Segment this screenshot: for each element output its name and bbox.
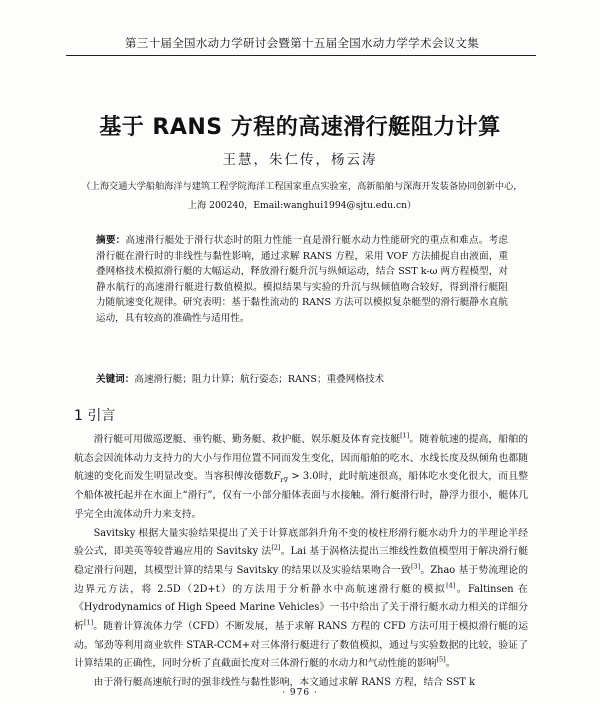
- keywords: [96, 371, 508, 385]
- abstract-text: 高速滑行艇处于滑行状态时的阻力性能一直是滑行艇水动力性能研究的重点和难点。考虑滑行艇在滑行时的非线性与黏性影响，通过求解 RANS 方程，采用 VOF 方法捕捉自由液面，重叠网格技术模拟滑行艇的大幅运动，释放滑行艇升沉与纵倾运动，结合 SST k-ω 两方程模型，对静水航行的高速滑行艇进行数值模拟。模拟结果与实验的升沉与纵倾值吻合较好，得到滑行艇阻力随航速变化规律。研究表明：基于黏性流动的 RANS 方法可以模拟复杂艇型的滑行艇静水直航运动，具有较高的准确性与适用性。: [96, 235, 509, 324]
- citation: [1]: [400, 431, 410, 440]
- affiliation-line-1: （上海交通大学船舶海洋与建筑工程学院海洋工程国家重点实验室，高新船舶与深海开发装备协同创新中心，: [81, 181, 523, 192]
- affiliation-line-2: 上海 200240，Email:wanghui1994@sjtu.edu.cn）: [187, 200, 417, 211]
- text-run: 。Lai 基于涡格法提出三维线性数值模型用于解决滑行艇稳定滑行问题，其模型计算的结果与 Savitsky 的结果以及实验结果吻合一致: [74, 546, 529, 576]
- keywords-text: 高速滑行艇；阻力计算；航行姿态；RANS；重叠网格技术: [134, 374, 385, 385]
- abstract: [96, 233, 508, 326]
- froude-subscript: r∇: [280, 476, 289, 485]
- paragraph-2: [74, 525, 528, 675]
- text-run: Savitsky 根据大量实验结果提出了关于计算底部斜升角不变的棱柱形滑行艇水动升力的半理论半经验公式，即美英等较普遍应用的 Savitsky 法: [74, 527, 528, 558]
- text-run: 。Zhao 基于势流理论的边界元方法，将 2.5D（2D+t）的方法用于分析静水中高航速滑行艇的模拟: [74, 564, 528, 595]
- section-heading-introduction: 1 引言: [74, 408, 116, 424]
- abstract-label: 摘要：: [96, 235, 126, 246]
- text-run: 由于滑行艇高速航行时的强非线性与黏性影响，本文通过求解 RANS 方程，结合 SST k: [93, 677, 476, 689]
- body-text: [74, 431, 528, 693]
- citation: [2]: [271, 543, 281, 552]
- text-run: > 3.0时，此时航速很高，船体吃水变化很大，而且整个船体被托起并在水面上“滑行”，仅有一小部分船体表面与水接触。滑行艇滑行时，静浮力很小，艇体几乎完全由流体动升力来支持。: [74, 471, 528, 520]
- paper-authors: 王慧，朱仁传，杨云涛: [222, 152, 378, 168]
- page-number: · 976 ·: [282, 688, 318, 698]
- text-run: 滑行艇可用做巡逻艇、垂钓艇、勤务艇、救护艇、娱乐艇及体育竞技艇: [93, 434, 401, 445]
- text-run: 。随着航速的提高，船舶的航态会因流体动力支持力的大小与作用位置不同而发生变化，因而船舶的吃水、水线长度及纵倾角也都随航速的变化而发生明显改变。当容积傅汝德数: [74, 434, 529, 483]
- keywords-label: 关键词：: [96, 374, 135, 385]
- citation: [5]: [436, 656, 446, 665]
- header-rule: [66, 55, 536, 56]
- paragraph-1: [74, 431, 528, 525]
- citation: [4]: [446, 581, 456, 590]
- froude-symbol: F: [273, 471, 281, 483]
- text-run: 。: [445, 658, 456, 670]
- citation: [3]: [410, 562, 421, 571]
- paper-title: 基于 RANS 方程的高速滑行艇阻力计算: [99, 115, 501, 140]
- running-header: 第三十届全国水动力学研讨会暨第十五届全国水动力学学术会议文集: [125, 36, 479, 50]
- text-run: 。随着计算流体力学（CFD）不断发展，基于求解 RANS 方程的 CFD 方法可用于模拟滑行艇的运动。邹劲等利用商业软件 STAR-CCM+对三体滑行艇进行了数值模拟，通过与实验数据的比较，验证了计算结果的正确性，同时分析了直截面长度对三体滑行艇的水动力和气动性能的影响: [74, 621, 528, 670]
- text-run: 。Faltinsen 在《Hydrodynamics of High Speed Marine Vehicles》一书中给出了关于滑行艇水动力相关的详细分析: [74, 583, 528, 633]
- citation: [1]: [83, 618, 94, 627]
